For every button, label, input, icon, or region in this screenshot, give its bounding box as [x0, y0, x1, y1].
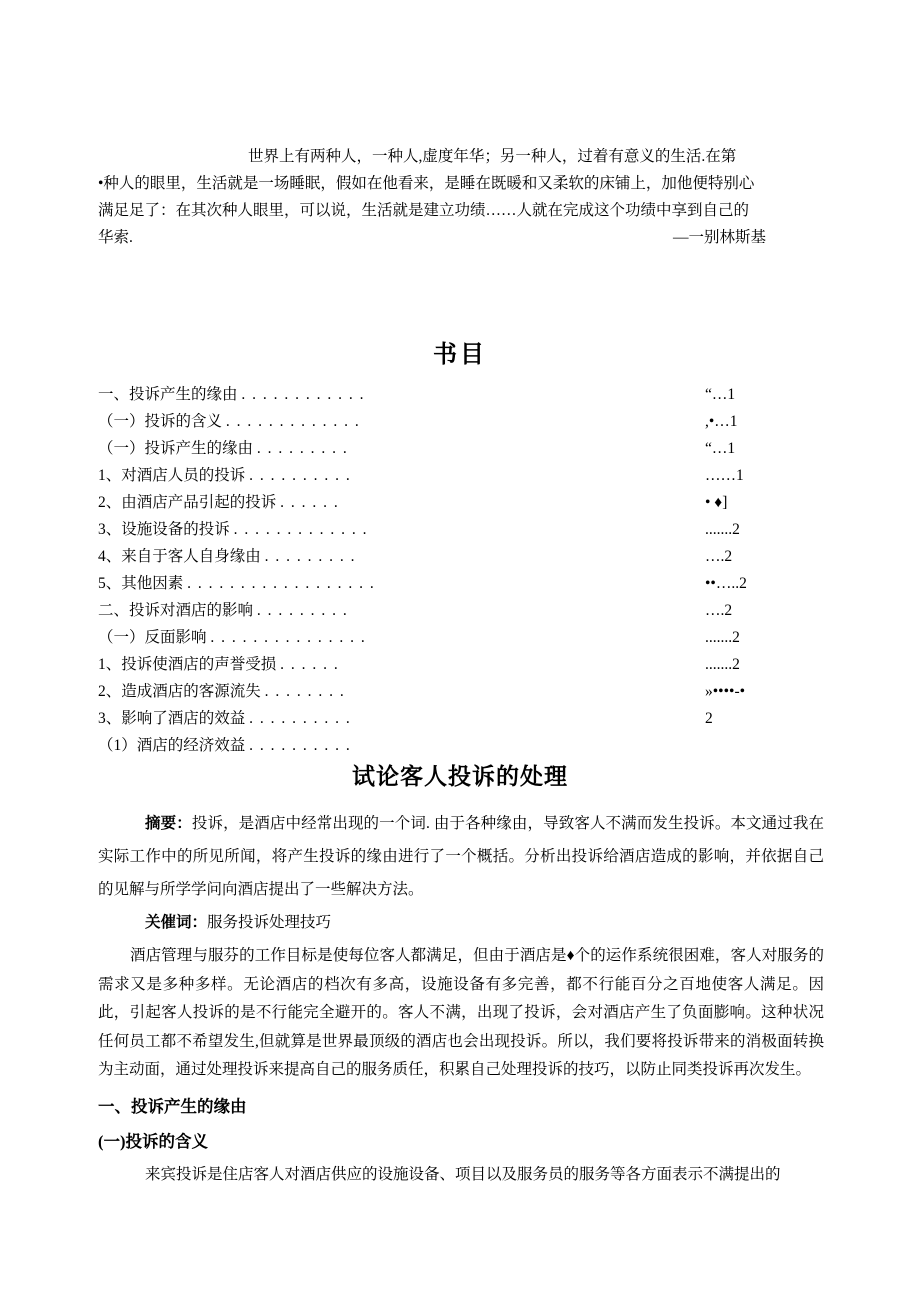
quote-line-end: 华索.: [98, 229, 133, 246]
article-title: 试论客人投诉的处理: [352, 764, 568, 789]
toc-entry-label: 2、由酒店产品引起的投诉: [98, 494, 277, 511]
toc-title: 书目: [433, 342, 487, 368]
toc-entry-label: 1、对酒店人员的投诉: [98, 467, 246, 484]
toc-entry-label: 3、设施设备的投诉: [98, 521, 230, 538]
toc-entry-leader: . . . . . . . . . . . . .: [225, 413, 361, 430]
section-heading-1: 一、投诉产生的缘由: [98, 1096, 247, 1116]
body-paragraph: 酒店管理与服芬的工作目标是使每位客人都满足，但由于酒店是♦个的运作系统很困难，客人对服务的需求又是多种多样。无论酒店的档次有多高，设施设备有多完善，都不行能百分之百地使客人满足。因此，引起客人投诉的是不行能完全避开的。客人不满，出现了投诉，会对酒店产生了负面膨响。这种状况任何员工都不希望发生,但就算是世界最顶级的酒店也会出现投诉。所以，我们要将投诉带来的消极面转换为主动面，通过处理投诉来提高自己的服务质任，积累自己处理投诉的技巧，以防止同类投诉再次发生。: [98, 947, 824, 1078]
toc-entry-label: （1）酒店的经济效益: [98, 737, 246, 754]
toc-entry-page: ….2: [705, 548, 733, 565]
quote-line: 世界上有两种人，一种人,虚度年华；另一种人，过着有意义的生活.在第: [248, 148, 737, 165]
toc-entry-page: ….2: [705, 602, 733, 619]
toc-entry-label: （一）反面影响: [98, 629, 207, 646]
toc-entry-label: 4、来自于客人自身缘由: [98, 548, 261, 565]
toc-entry-page: .......2: [705, 656, 740, 673]
toc-entry-page: .......2: [705, 521, 740, 538]
abstract-paragraph: [98, 807, 824, 906]
keywords-text: 服务投诉处理技巧: [207, 914, 332, 931]
toc-entry-leader: . . . . . .: [280, 494, 340, 511]
toc-entry: [98, 678, 818, 705]
toc-entry-leader: . . . . . . . . .: [264, 548, 357, 565]
toc-entry-leader: . . . . . . . . .: [256, 440, 349, 457]
toc-entry: [98, 408, 818, 435]
quote-line: •种人的眼里，生活就是一场睡眠，假如在他看来，是睡在既暖和又柔软的床铺上，加他便特别心: [98, 175, 755, 192]
toc-entry-leader: . . . . . . . . . .: [249, 467, 352, 484]
toc-entry-label: 1、投诉使酒店的声誉受损: [98, 656, 277, 673]
toc-entry: [98, 705, 818, 732]
toc-entry-leader: . . . . . . . . . . . .: [241, 386, 366, 403]
toc-entry: [98, 543, 818, 570]
toc-entry-page: • ♦]: [705, 494, 728, 511]
toc-entry-leader: . . . . . . . . . . . . . . . . . .: [187, 575, 376, 592]
toc-entry: [98, 624, 818, 651]
keywords-line: [98, 906, 824, 939]
toc-entry: [98, 381, 818, 408]
toc-entry-label: 5、其他因素: [98, 575, 184, 592]
toc-entry-leader: . . . . . . . . . .: [249, 710, 352, 727]
toc-entry-label: 3、影响了酒店的效益: [98, 710, 246, 727]
quote-line: 满足足了：在其次种人眼里，可以说，生活就是建立功绩……人就在完成这个功绩中享到自己的: [98, 202, 750, 219]
toc-entry-page: 2: [705, 710, 713, 727]
toc-entry-page: “…1: [705, 440, 736, 457]
toc-entry-page: ,•…1: [705, 413, 738, 430]
abstract-label: 摘要：: [145, 815, 192, 832]
toc-entry-page: »••••-•: [705, 683, 746, 700]
opening-quote: [98, 143, 824, 251]
toc-entry: [98, 489, 818, 516]
toc-entry: [98, 516, 818, 543]
toc-entry-leader: . . . . . . . . . . . . .: [233, 521, 369, 538]
toc-entry-label: （一）投诉的含义: [98, 413, 223, 430]
keywords-label: 关催词：: [145, 914, 208, 931]
toc-entry-leader: . . . . . . . .: [264, 683, 346, 700]
quote-line: [98, 224, 824, 251]
abstract-text: 投诉，是酒店中经常出现的一个词. 由于各种缘由，导致客人不满而发生投诉。本文通过我在实际工作中的所见所闻，将产生投诉的缘由进行了一个概括。分析出投诉给酒店造成的影响，并依据自己的见解与所学学问向酒店提出了一些解决方法。: [98, 815, 824, 898]
table-of-contents: [98, 381, 818, 759]
quote-attribution: —一别林斯基: [672, 229, 766, 246]
toc-entry-leader: . . . . . . . . .: [256, 602, 349, 619]
toc-entry-page: .......2: [705, 629, 740, 646]
toc-entry: [98, 462, 818, 489]
toc-entry-page: ……1: [705, 467, 744, 484]
toc-entry: [98, 597, 818, 624]
toc-entry-leader: . . . . . .: [280, 656, 340, 673]
section-heading-2: (一)投诉的含义: [98, 1131, 208, 1151]
toc-entry-leader: . . . . . . . . . . . . . . .: [210, 629, 367, 646]
toc-entry: [98, 570, 818, 597]
toc-entry-label: （一）投诉产生的缘由: [98, 440, 254, 457]
body-paragraph: 来宾投诉是住店客人对酒店供应的设施设备、项目以及服务员的服务等各方面表示不满提出的: [145, 1165, 781, 1183]
toc-entry: [98, 435, 818, 462]
article-body: [98, 807, 824, 1190]
toc-entry-page: ••…..2: [705, 575, 747, 592]
toc-entry-leader: . . . . . . . . . .: [249, 737, 352, 754]
article: [0, 758, 920, 1190]
toc-entry-page: “…1: [705, 386, 736, 403]
toc-entry-label: 一、投诉产生的缘由: [98, 386, 238, 403]
toc-entry-label: 二、投诉对酒店的影响: [98, 602, 254, 619]
toc-entry: [98, 732, 818, 759]
toc-entry: [98, 651, 818, 678]
toc-entry-label: 2、造成酒店的客源流失: [98, 683, 261, 700]
